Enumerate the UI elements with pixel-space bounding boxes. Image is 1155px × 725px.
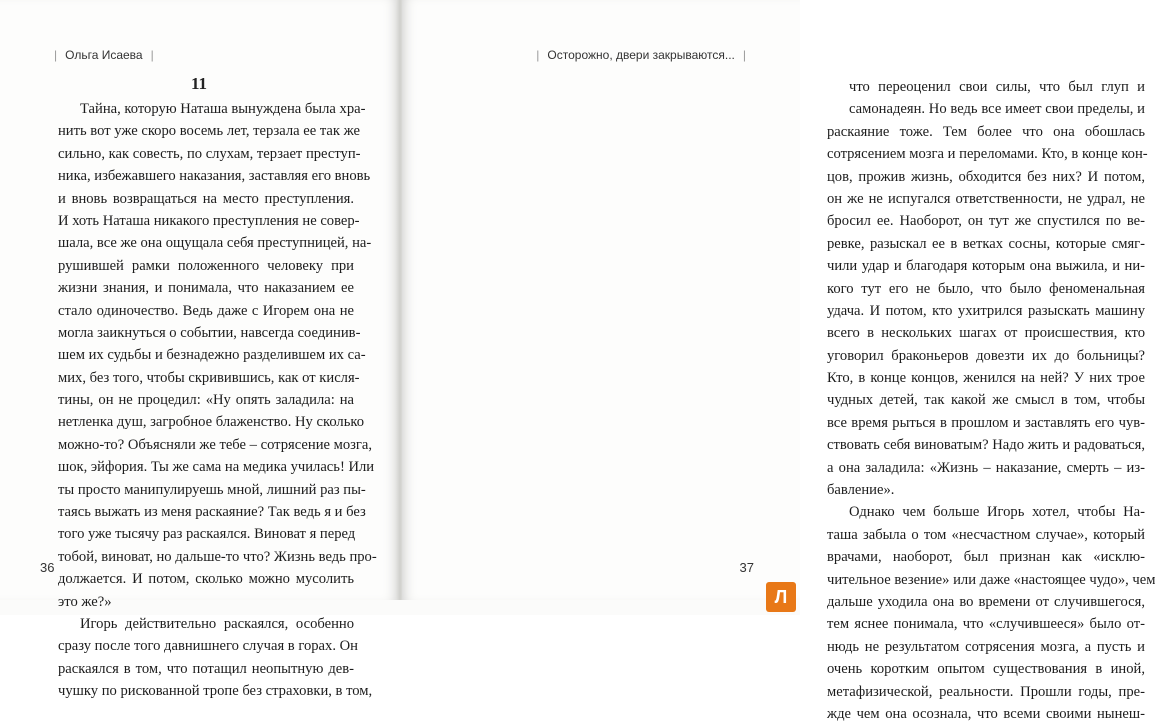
text-line: жизни знания, и понимала, что наказанием ее (58, 280, 354, 297)
text-line: что переоценил свои силы, что был глуп и (849, 79, 1145, 95)
text-line: тины, он не процедил: «Ну опять заладила: на (58, 392, 354, 409)
text-line: цов, прожив жизнь, обходится без них? И потом, (827, 168, 1145, 185)
text-line: удача. И потом, кто ухитрился разыскать машину (827, 302, 1145, 319)
right-page-number: 37 (739, 560, 754, 575)
text-line: самонадеян. Но ведь все имеет свои пределы, и (849, 101, 1145, 118)
text-line: все время рыться в прошлом и заставлять его чув- (827, 414, 1145, 431)
text-line: таша забыла о том «несчастном случае», который (827, 526, 1145, 543)
text-line: раскаялся в том, что потащил неопытную дев- (58, 660, 354, 677)
right-page-body-text (827, 76, 1155, 725)
text-line: можно-то? Объясняли же тебе – сотрясение мозга, (58, 436, 373, 453)
text-line: того уже тысячу раз раскаялся. Виноват я перед (58, 526, 356, 543)
chapter-number: 11 (190, 74, 208, 93)
text-line: нюдь не результатом сотрясения мозга, а пусть и (827, 638, 1145, 655)
text-line: а она заладила: «Жизнь – наказание, смерть – из- (827, 459, 1145, 476)
text-line: жде чем она осознала, что всеми своими нынеш- (827, 705, 1145, 722)
text-line: всего в нескольких шагах от происшествия, кто (827, 325, 1145, 342)
running-head-divider-icon: | (150, 48, 154, 62)
text-line: нетленка душ, загробное блаженство. Ну сколько (58, 414, 365, 431)
text-line: Кто, в конце концов, женился на ней? У них трое (827, 370, 1145, 387)
publisher-logo-icon[interactable]: Л (766, 582, 796, 612)
text-line: нить вот уже скоро восемь лет, терзала ее так же (58, 123, 361, 140)
text-line: чительное везение» или даже «настоящее чудо», чем (827, 571, 1155, 588)
text-line: ствовать себя виноватым? Надо жить и радоваться, (827, 437, 1145, 454)
text-line: ревке, разыскал ее в ветках сосны, которые смяг- (827, 235, 1145, 252)
text-line: чудных детей, так какой же смысл в том, чтобы (827, 392, 1145, 409)
text-line: шала, все же она ощущала себя преступницей, на- (58, 235, 372, 252)
running-head-divider-icon: | (536, 48, 540, 62)
text-line: Игорь действительно раскаялся, особенно (80, 615, 354, 632)
text-line: должается. И потом, сколько можно мусолить (58, 571, 354, 588)
text-line: таясь выжать из меня раскаяние? Так ведь я и без (58, 504, 366, 521)
text-line: ты просто манипулируешь мной, лишний раз пы- (58, 481, 366, 498)
running-head-divider-icon: | (742, 48, 746, 62)
text-line: Тайна, которую Наташа вынуждена была хра- (80, 101, 366, 117)
left-page (0, 0, 398, 700)
text-line: бавление». (827, 482, 895, 499)
text-line: метафизической, реальности. Прошли годы, пре- (827, 683, 1145, 700)
left-page-number: 36 (40, 560, 55, 575)
text-line: мих, без того, чтобы скривившись, как от кисля- (58, 369, 360, 386)
text-line: чушку по рискованной тропе без страховки, в том, (58, 683, 373, 700)
text-line: шем их судьбы и безнадежно разделившем их са- (58, 347, 366, 364)
text-line: и вновь возвращаться на место преступления. (58, 190, 354, 207)
right-page (402, 0, 1155, 722)
left-page-body-text (58, 98, 377, 703)
text-line: уговорил браконьеров довезти их до больницы? (827, 347, 1145, 364)
text-line: раскаяние тоже. Тем более что она обошлась (827, 123, 1145, 140)
text-line: бросил ее. Наоборот, он тут же спустился по ве- (827, 213, 1145, 230)
running-head-divider-icon: | (54, 48, 58, 62)
book-title: Осторожно, двери закрываются... (547, 48, 735, 62)
text-line: сразу после того давнишнего случая в горах. Он (58, 638, 358, 655)
text-line: это же?» (58, 593, 112, 610)
text-line: дальше уходила она во времени от случившегося, (827, 593, 1145, 610)
text-line: сотрясением мозга и переломами. Кто, в конце кон- (827, 146, 1148, 163)
text-line: врачами, наоборот, был признан как «исклю- (827, 549, 1145, 566)
text-line: стало одиночество. Ведь даже с Игорем она не (58, 302, 354, 319)
running-head-title (528, 48, 754, 62)
text-line: ника, избежавшего наказания, заставляя его вновь (58, 168, 371, 185)
text-line: он же не испугался ответственности, не удрал, не (827, 190, 1145, 207)
text-line: шок, эйфория. Ты же сама на медика училась! Или (58, 459, 375, 476)
text-line: могла заикнуться о событии, навсегда соединив- (58, 324, 361, 341)
text-line: И хоть Наташа никакого преступления не совер- (58, 212, 360, 229)
text-line: тем яснее понимала, что «случившееся» было от- (827, 616, 1145, 633)
text-line: тобой, виноват, но дальше-то что? Жизнь ведь про- (58, 548, 377, 565)
text-line: сильно, как совесть, по слухам, терзает преступ- (58, 145, 361, 162)
text-line: очень коротким опытом существования в иной, (827, 661, 1145, 678)
text-line: чили удар и благодаря которым она выжила, и ни- (827, 258, 1145, 275)
text-line: Однако чем больше Игорь хотел, чтобы На- (849, 504, 1145, 521)
running-head-author (46, 48, 162, 62)
text-line: кого тут его не было, что было феноменальная (827, 280, 1145, 297)
author-name: Ольга Исаева (65, 48, 143, 62)
text-line: рушившей рамки положенного человеку при (58, 257, 354, 274)
